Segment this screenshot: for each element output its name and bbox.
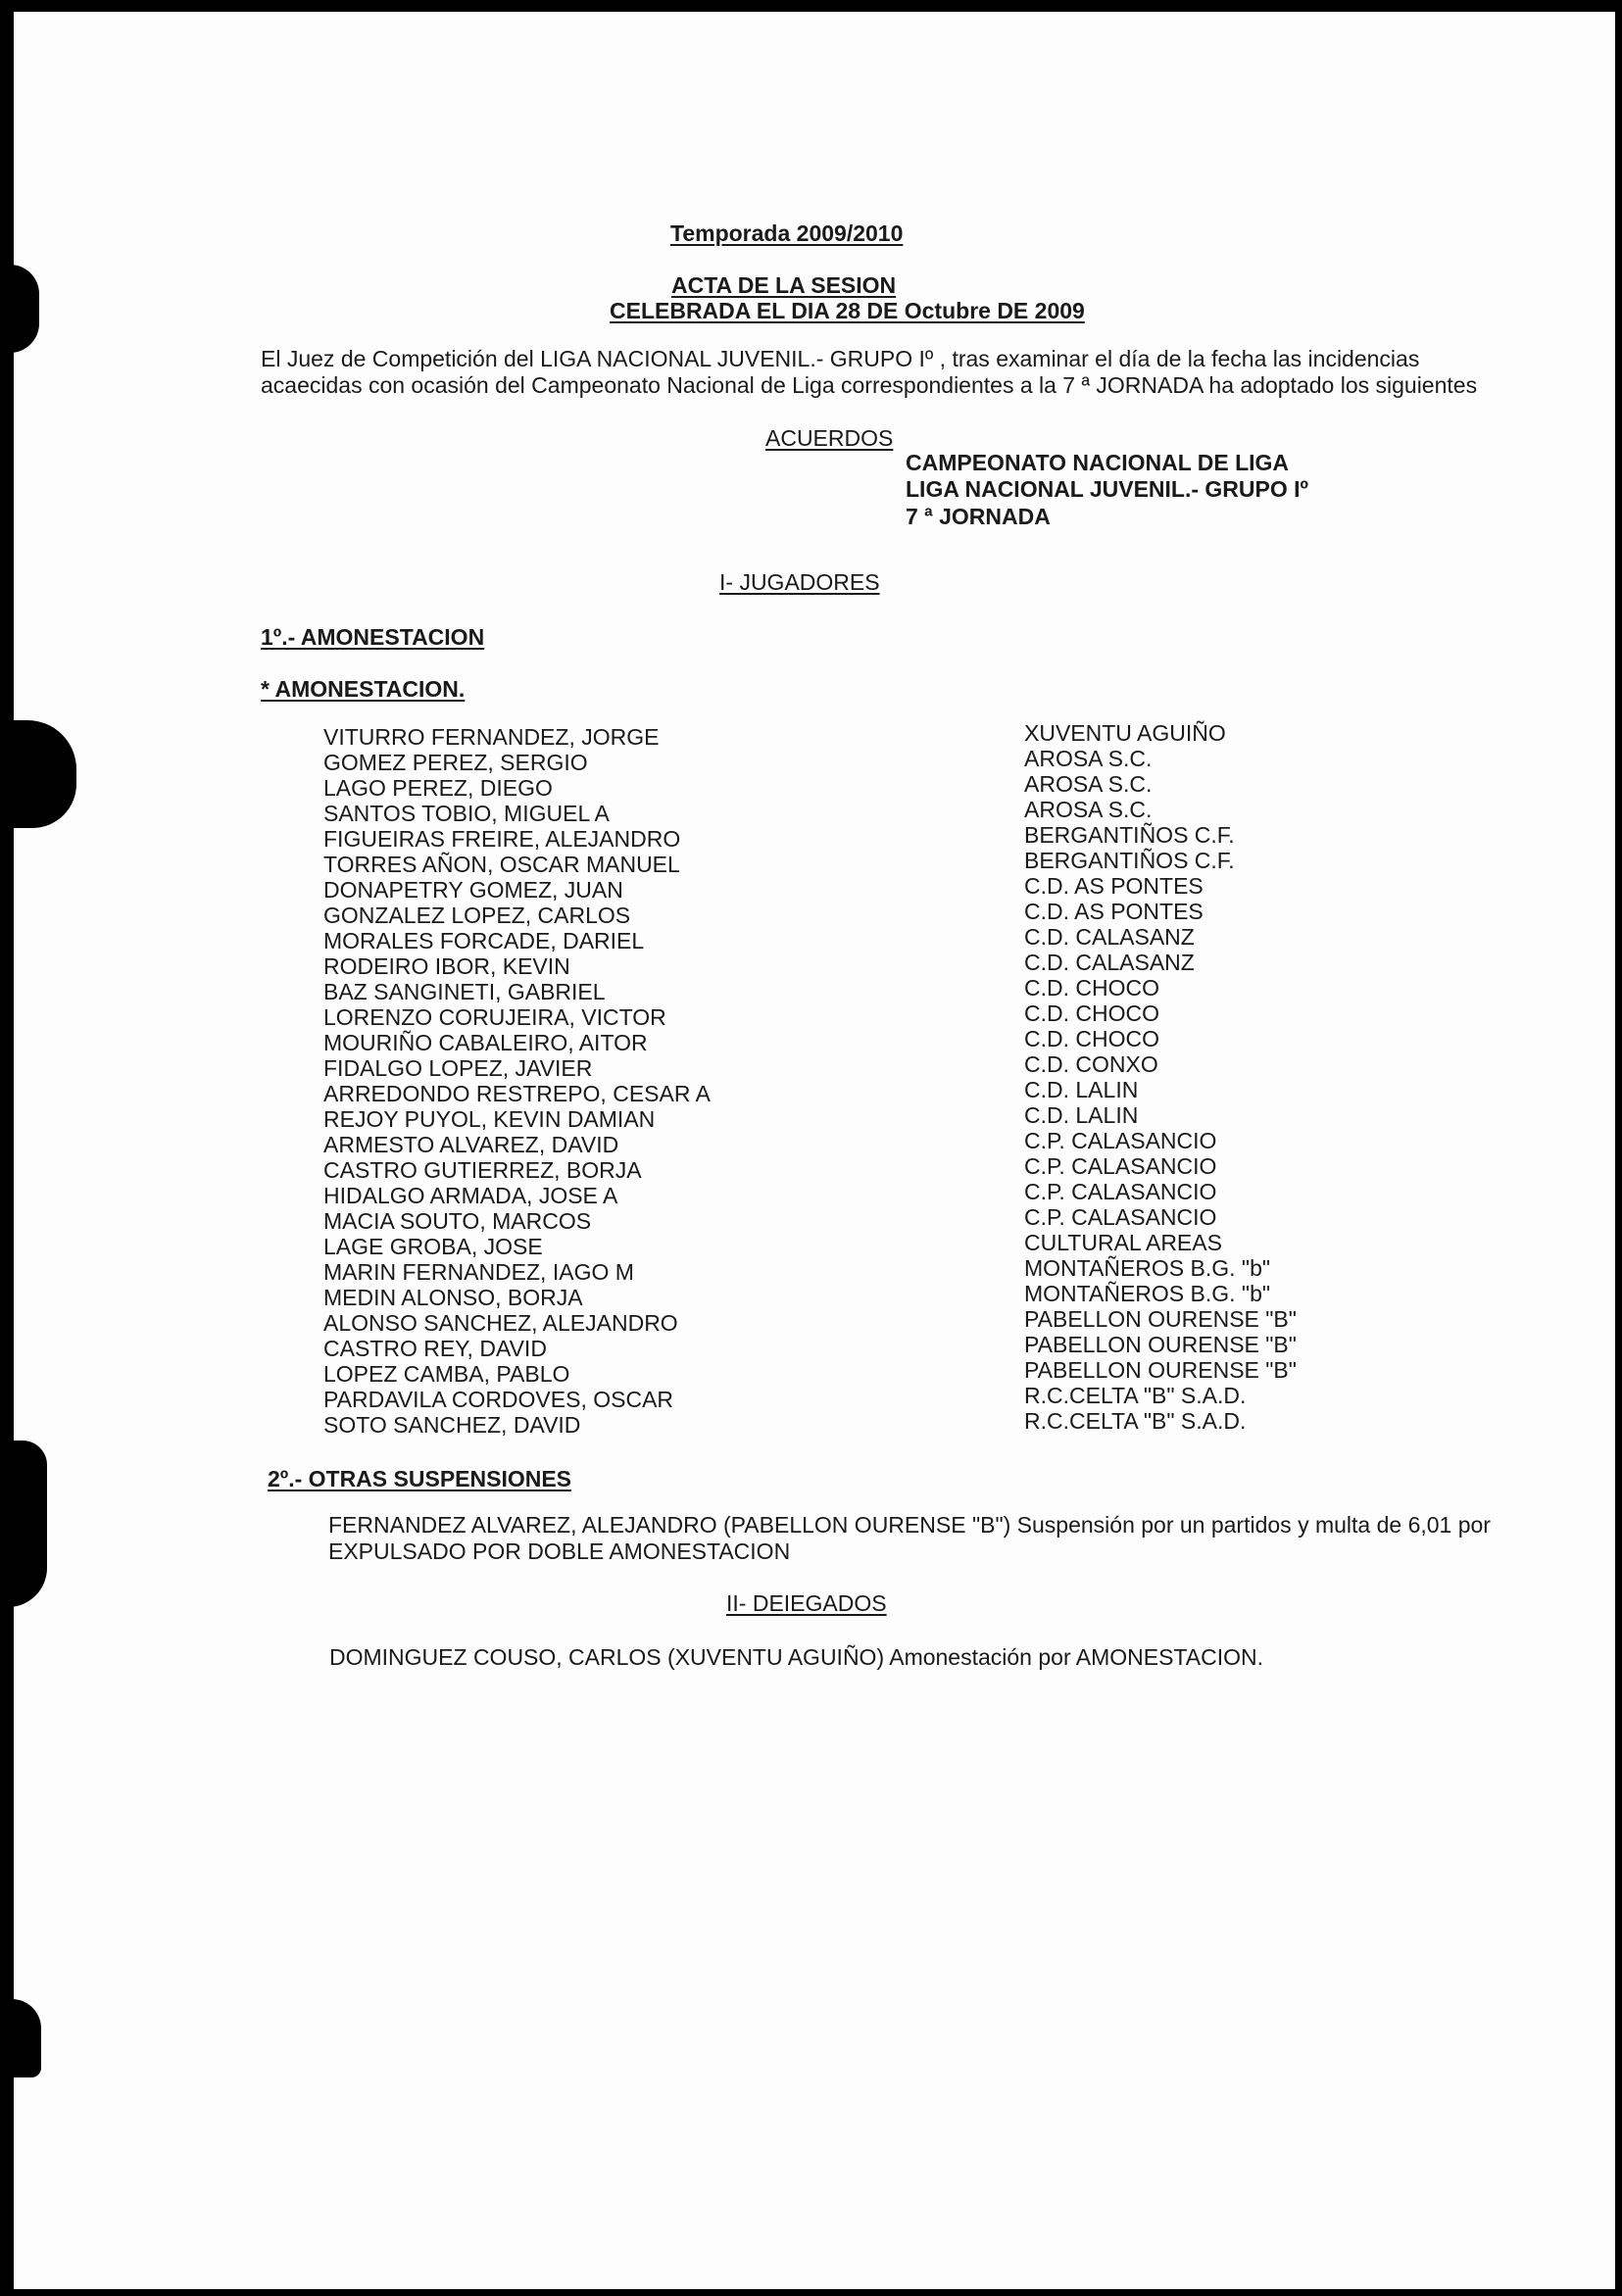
warned-player-club: MONTAÑEROS B.G. "b" [1024,1281,1271,1306]
warned-player-club: C.D. CHOCO [1024,1001,1159,1026]
warned-player-club: XUVENTU AGUIÑO [1024,720,1226,746]
sub1-title: 1º.- AMONESTACION [261,624,485,650]
warned-player-club: C.P. CALASANCIO [1024,1179,1217,1204]
warned-player-name: VITURRO FERNANDEZ, JORGE [323,724,660,750]
warned-player-club: C.D. CHOCO [1024,1026,1159,1051]
section-delegates: II- DEIEGADOS [726,1590,887,1616]
warned-player-name: GONZALEZ LOPEZ, CARLOS [323,903,631,928]
warned-player-club: C.P. CALASANCIO [1024,1153,1217,1179]
warning-names-column [323,724,711,1438]
competition-line-2: LIGA NACIONAL JUVENIL.- GRUPO Iº [906,476,1308,502]
warned-player-club: AROSA S.C. [1024,771,1153,797]
warned-player-name: SANTOS TOBIO, MIGUEL A [323,801,610,826]
delegate-line: DOMINGUEZ COUSO, CARLOS (XUVENTU AGUIÑO) Amonestación por AMONESTACION. [329,1644,1263,1670]
warned-player-club: C.D. AS PONTES [1024,899,1204,924]
warned-player-club: AROSA S.C. [1024,797,1153,822]
warned-player-club: C.D. CALASANZ [1024,924,1195,950]
warned-player-name: PARDAVILA CORDOVES, OSCAR [323,1387,674,1412]
warned-player-name: MARIN FERNANDEZ, IAGO M [323,1259,634,1285]
suspension-line-2: EXPULSADO POR DOBLE AMONESTACION [328,1539,791,1564]
warned-player-name: CASTRO GUTIERREZ, BORJA [323,1157,642,1183]
warned-player-club: C.D. LALIN [1024,1102,1139,1128]
sub2-title: 2º.- OTRAS SUSPENSIONES [268,1466,572,1491]
warned-player-club: CULTURAL AREAS [1024,1230,1222,1255]
warned-player-club: C.D. AS PONTES [1024,873,1204,899]
warned-player-name: MEDIN ALONSO, BORJA [323,1285,583,1310]
warning-clubs-column [1024,720,1297,1434]
warned-player-name: MOURIÑO CABALEIRO, AITOR [323,1030,648,1055]
warned-player-name: LORENZO CORUJEIRA, VICTOR [323,1004,666,1030]
warned-player-club: R.C.CELTA "B" S.A.D. [1024,1408,1247,1434]
acta-date: CELEBRADA EL DIA 28 DE Octubre DE 2009 [610,298,1085,323]
warned-player-club: PABELLON OURENSE "B" [1024,1332,1297,1357]
suspension-line-1: FERNANDEZ ALVAREZ, ALEJANDRO (PABELLON OURENSE "B") Suspensión por un partidos y multa de 6,01 por [328,1512,1491,1538]
warned-player-name: RODEIRO IBOR, KEVIN [323,953,570,979]
warned-player-name: REJOY PUYOL, KEVIN DAMIAN [323,1106,656,1132]
warned-player-name: TORRES AÑON, OSCAR MANUEL [323,852,680,877]
acta-title: ACTA DE LA SESION [671,272,897,298]
scan-edge-blot [0,265,39,353]
warned-player-name: ARREDONDO RESTREPO, CESAR A [323,1081,711,1106]
warned-player-name: BAZ SANGINETI, GABRIEL [323,979,606,1004]
warned-player-name: MORALES FORCADE, DARIEL [323,928,645,953]
scan-edge-blot [0,1999,41,2077]
warned-player-name: CASTRO REY, DAVID [323,1336,547,1361]
scan-edge-blot [0,1441,47,1607]
warned-player-name: SOTO SANCHEZ, DAVID [323,1412,581,1438]
warned-player-club: MONTAÑEROS B.G. "b" [1024,1255,1271,1281]
section-players: I- JUGADORES [719,569,880,595]
warned-player-club: C.P. CALASANCIO [1024,1204,1217,1230]
warned-player-club: PABELLON OURENSE "B" [1024,1357,1297,1383]
sub1-subtitle: * AMONESTACION. [261,676,466,702]
warned-player-club: R.C.CELTA "B" S.A.D. [1024,1383,1247,1408]
competition-line-3: 7 ª JORNADA [906,504,1051,529]
warned-player-club: PABELLON OURENSE "B" [1024,1306,1297,1332]
warned-player-name: LOPEZ CAMBA, PABLO [323,1361,570,1387]
competition-line-1: CAMPEONATO NACIONAL DE LIGA [906,450,1290,475]
season-title: Temporada 2009/2010 [670,220,904,246]
warned-player-name: HIDALGO ARMADA, JOSE A [323,1183,618,1208]
warned-player-club: C.D. LALIN [1024,1077,1139,1102]
warned-player-name: FIGUEIRAS FREIRE, ALEJANDRO [323,826,681,852]
warned-player-club: C.P. CALASANCIO [1024,1128,1217,1153]
warned-player-name: ALONSO SANCHEZ, ALEJANDRO [323,1310,678,1336]
intro-line-2: acaecidas con ocasión del Campeonato Nacional de Liga correspondientes a la 7 ª JORNADA ha adoptado los siguientes [261,372,1478,398]
acuerdos-label: ACUERDOS [765,425,894,451]
warned-player-name: FIDALGO LOPEZ, JAVIER [323,1055,593,1081]
warned-player-name: LAGO PEREZ, DIEGO [323,775,553,801]
intro-line-1: El Juez de Competición del LIGA NACIONAL JUVENIL.- GRUPO Iº , tras examinar el día de la fecha las incidencias [261,346,1420,371]
warned-player-name: GOMEZ PEREZ, SERGIO [323,750,588,775]
warned-player-club: AROSA S.C. [1024,746,1153,771]
warned-player-name: DONAPETRY GOMEZ, JUAN [323,877,623,903]
warned-player-club: BERGANTIÑOS C.F. [1024,822,1235,848]
warned-player-club: C.D. CHOCO [1024,975,1159,1001]
warned-player-club: C.D. CALASANZ [1024,950,1195,975]
warned-player-name: ARMESTO ALVAREZ, DAVID [323,1132,619,1157]
warned-player-club: C.D. CONXO [1024,1051,1158,1077]
warned-player-name: MACIA SOUTO, MARCOS [323,1208,592,1234]
warned-player-name: LAGE GROBA, JOSE [323,1234,543,1259]
warned-player-club: BERGANTIÑOS C.F. [1024,848,1235,873]
